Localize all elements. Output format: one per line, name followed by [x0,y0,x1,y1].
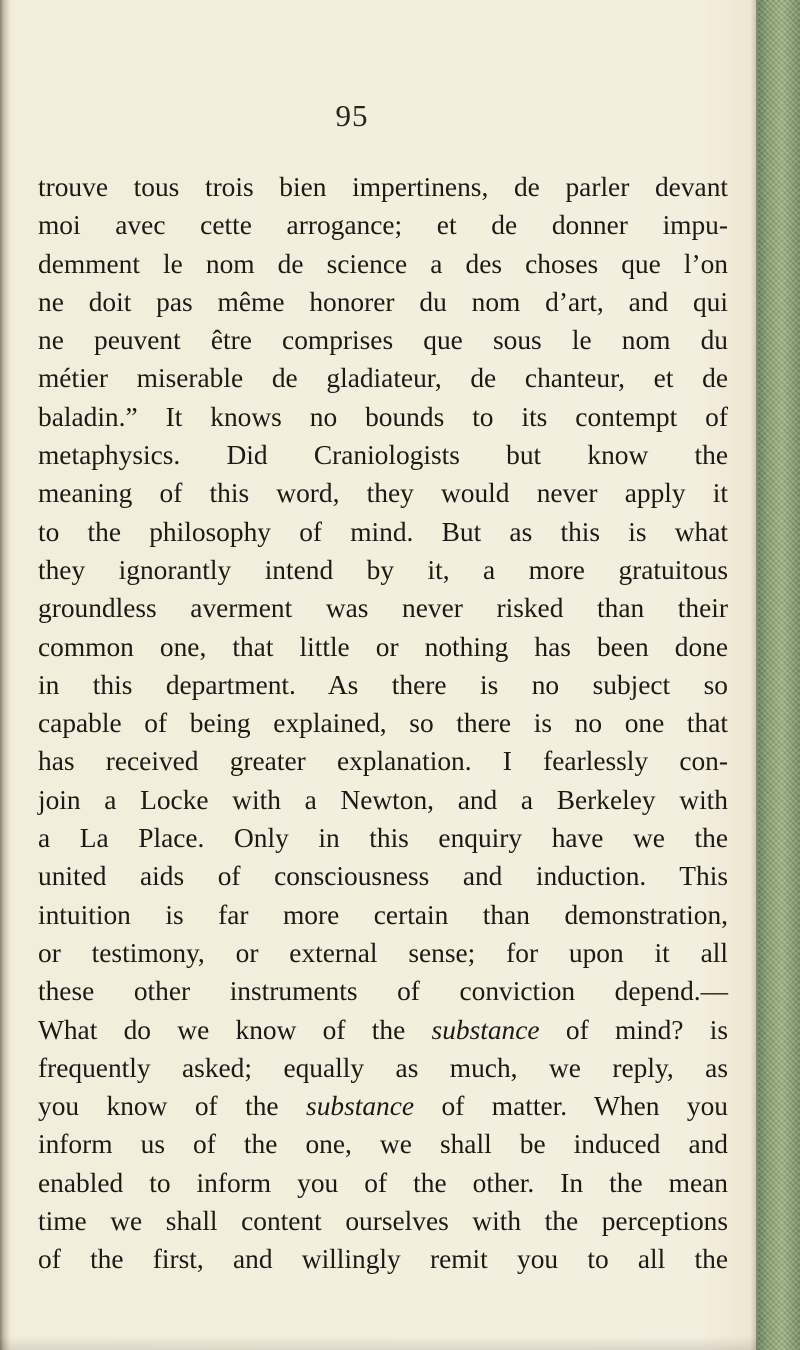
text-line: to the philosophy of mind. But as this is what [38,516,728,547]
text-line-with-italic [38,1087,728,1125]
text-line: or testimony, or external sense; for upon it all [38,937,728,968]
text-line-with-italic [38,1011,728,1049]
italic-word: substance [431,1014,540,1045]
text-line: these other instruments of conviction depend.— [38,976,728,1007]
text-line: time we shall content ourselves with the perceptions [38,1206,728,1237]
italic-word: substance [306,1091,415,1122]
text-run: What do we know of the [38,1014,432,1045]
text-line: join a Locke with a Newton, and a Berkeley with [38,784,728,815]
text-line: baladin.” It knows no bounds to its contempt of [38,401,728,432]
text-line: ne peuvent être comprises que sous le nom du [38,325,728,356]
text-line: in this department. As there is no subject so [38,669,728,700]
text-line: intuition is far more certain than demonstration, [38,899,728,930]
text-line: demment le nom de science a des choses que l’on [38,248,728,279]
text-line: trouve tous trois bien impertinens, de parler devant [38,172,728,202]
text-line: moi avec cette arrogance; et de donner impu- [38,210,728,241]
text-line: has received greater explanation. I fearlessly con- [38,746,728,777]
text-line: métier miserable de gladiateur, de chanteur, et de [38,363,728,394]
text-line: groundless averment was never risked than their [38,593,728,624]
text-line: enabled to inform you of the other. In the mean [38,1167,728,1198]
book-spine-edge [756,0,800,1350]
text-line: metaphysics. Did Craniologists but know the [38,440,728,471]
text-line: common one, that little or nothing has been done [38,631,728,662]
text-line: frequently asked; equally as much, we reply, as [38,1052,728,1083]
text-line: of the first, and willingly remit you to all the [38,1244,728,1275]
text-run: you know of the [38,1091,307,1122]
text-run: of matter. When you [414,1091,728,1122]
text-line: ne doit pas même honorer du nom d’art, and qui [38,286,728,317]
text-line: they ignorantly intend by it, a more gratuitous [38,554,728,585]
page-bottom-shadow [0,1336,758,1350]
text-line: united aids of consciousness and induction. This [38,861,728,892]
body-text [38,168,728,1279]
text-line: inform us of the one, we shall be induced and [38,1129,728,1160]
text-line: meaning of this word, they would never apply it [38,478,728,509]
text-line: capable of being explained, so there is no one that [38,708,728,739]
page-number: 95 [335,98,369,133]
text-line: a La Place. Only in this enquiry have we the [38,823,728,854]
text-run: of mind? is [539,1014,728,1045]
page-left-edge [0,0,10,1350]
